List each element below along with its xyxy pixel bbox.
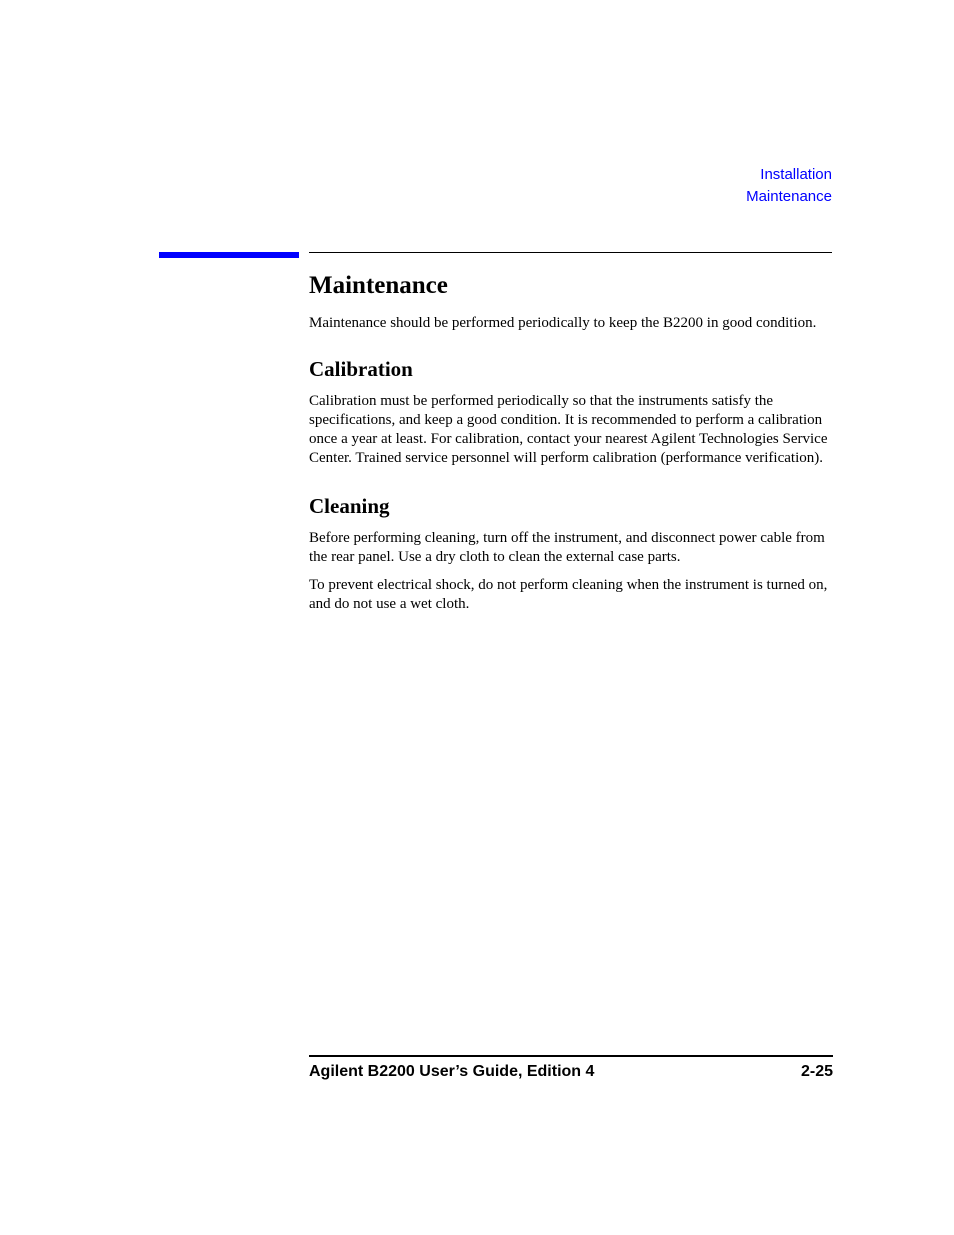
header-link-installation[interactable]: Installation: [760, 166, 832, 183]
calibration-heading: Calibration: [309, 357, 413, 381]
section-accent-bar: [159, 252, 299, 258]
page-title: Maintenance: [309, 272, 448, 299]
main-content: [309, 268, 839, 623]
footer-divider: [309, 1055, 833, 1057]
footer-title: Agilent B2200 User’s Guide, Edition 4: [309, 1063, 595, 1080]
intro-paragraph: Maintenance should be performed periodically to keep the B2200 in good condition.: [309, 315, 817, 331]
page-footer: [309, 1062, 833, 1082]
header-link-maintenance[interactable]: Maintenance: [746, 188, 832, 205]
cleaning-paragraph-2: To prevent electrical shock, do not perform cleaning when the instrument is turned on, and do not use a wet cloth.: [309, 577, 828, 612]
top-divider: [309, 252, 832, 253]
page-number: 2-25: [800, 1063, 833, 1080]
calibration-paragraph: Calibration must be performed periodically so that the instruments satisfy the specifications, and keep a good condition. It is recommended to perform a calibration once a year at least. For calibration, contact your nearest Agilent Technologies Service Center. Trained service personnel will perform calibration (performance verification).: [309, 393, 828, 466]
cleaning-paragraph-1: Before performing cleaning, turn off the instrument, and disconnect power cable from the rear panel. Use a dry cloth to clean the external case parts.: [309, 530, 825, 565]
running-header: [746, 164, 832, 208]
cleaning-heading: Cleaning: [309, 494, 390, 518]
